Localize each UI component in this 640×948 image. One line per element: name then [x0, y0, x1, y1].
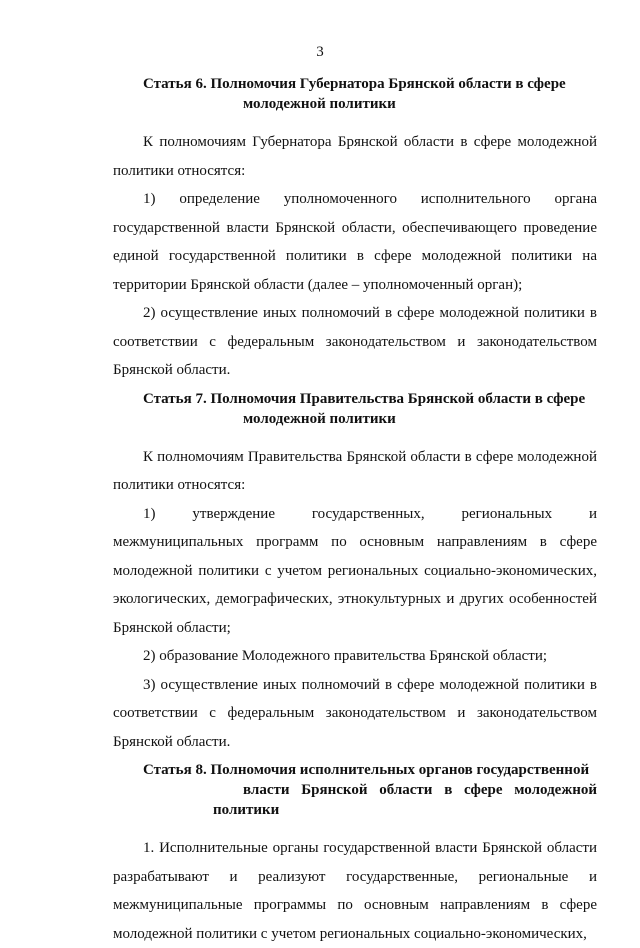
article-8-heading [113, 760, 597, 820]
article-7 [113, 389, 597, 757]
article-6 [113, 74, 597, 385]
article-8-heading-line1: Статья 8. Полномочия исполнительных органов государственной [143, 762, 590, 778]
page-number: 3 [316, 44, 324, 60]
article-6-heading [113, 74, 597, 114]
article-8 [113, 760, 597, 948]
article-6-heading-line1: Статья 6. Полномочия Губернатора Брянской области в сфере [143, 76, 566, 92]
document-body [113, 70, 597, 948]
article-6-paragraph: 1) определение уполномоченного исполнительного органа государственной власти Брянской области, обеспечивающего проведение единой государственной политики в сфере молодежной политики на территории Брянской области (далее – уполномоченный орган); [113, 191, 597, 293]
article-8-paragraph: 1. Исполнительные органы государственной власти Брянской области разрабатывают и реализуют государственные, региональные и межмуниципальные программы по основным направлениям в сфере молодежной политики с учетом региональных социально-экономических, [113, 840, 597, 942]
article-7-paragraph: К полномочиям Правительства Брянской области в сфере молодежной политики относятся: [113, 448, 597, 493]
article-6-heading-line2: молодежной политики [243, 96, 396, 112]
article-6-paragraph: К полномочиям Губернатора Брянской области в сфере молодежной политики относятся: [113, 134, 597, 179]
article-7-heading [113, 389, 597, 429]
article-7-heading-line1: Статья 7. Полномочия Правительства Брянской области в сфере [143, 390, 586, 407]
article-7-heading-line2: молодежной политики [243, 410, 396, 427]
article-7-paragraph: 2) образование Молодежного правительства Брянской области; [143, 648, 548, 664]
article-6-paragraph: 2) осуществление иных полномочий в сфере молодежной политики в соответствии с федеральным законодательством и законодательством Брянской области. [113, 305, 597, 378]
article-7-paragraph: 1) утверждение государственных, региональных и межмуниципальных программ по основным направлениям в сфере молодежной политики с учетом региональных социально-экономических, экологических, демографических, этнокультурных и других особенностей Брянской области; [113, 505, 597, 636]
article-8-heading-line2: власти Брянской области в сфере молодежной политики [213, 782, 597, 818]
article-7-paragraph: 3) осуществление иных полномочий в сфере молодежной политики в соответствии с федеральным законодательством и законодательством Брянской области. [113, 676, 597, 750]
